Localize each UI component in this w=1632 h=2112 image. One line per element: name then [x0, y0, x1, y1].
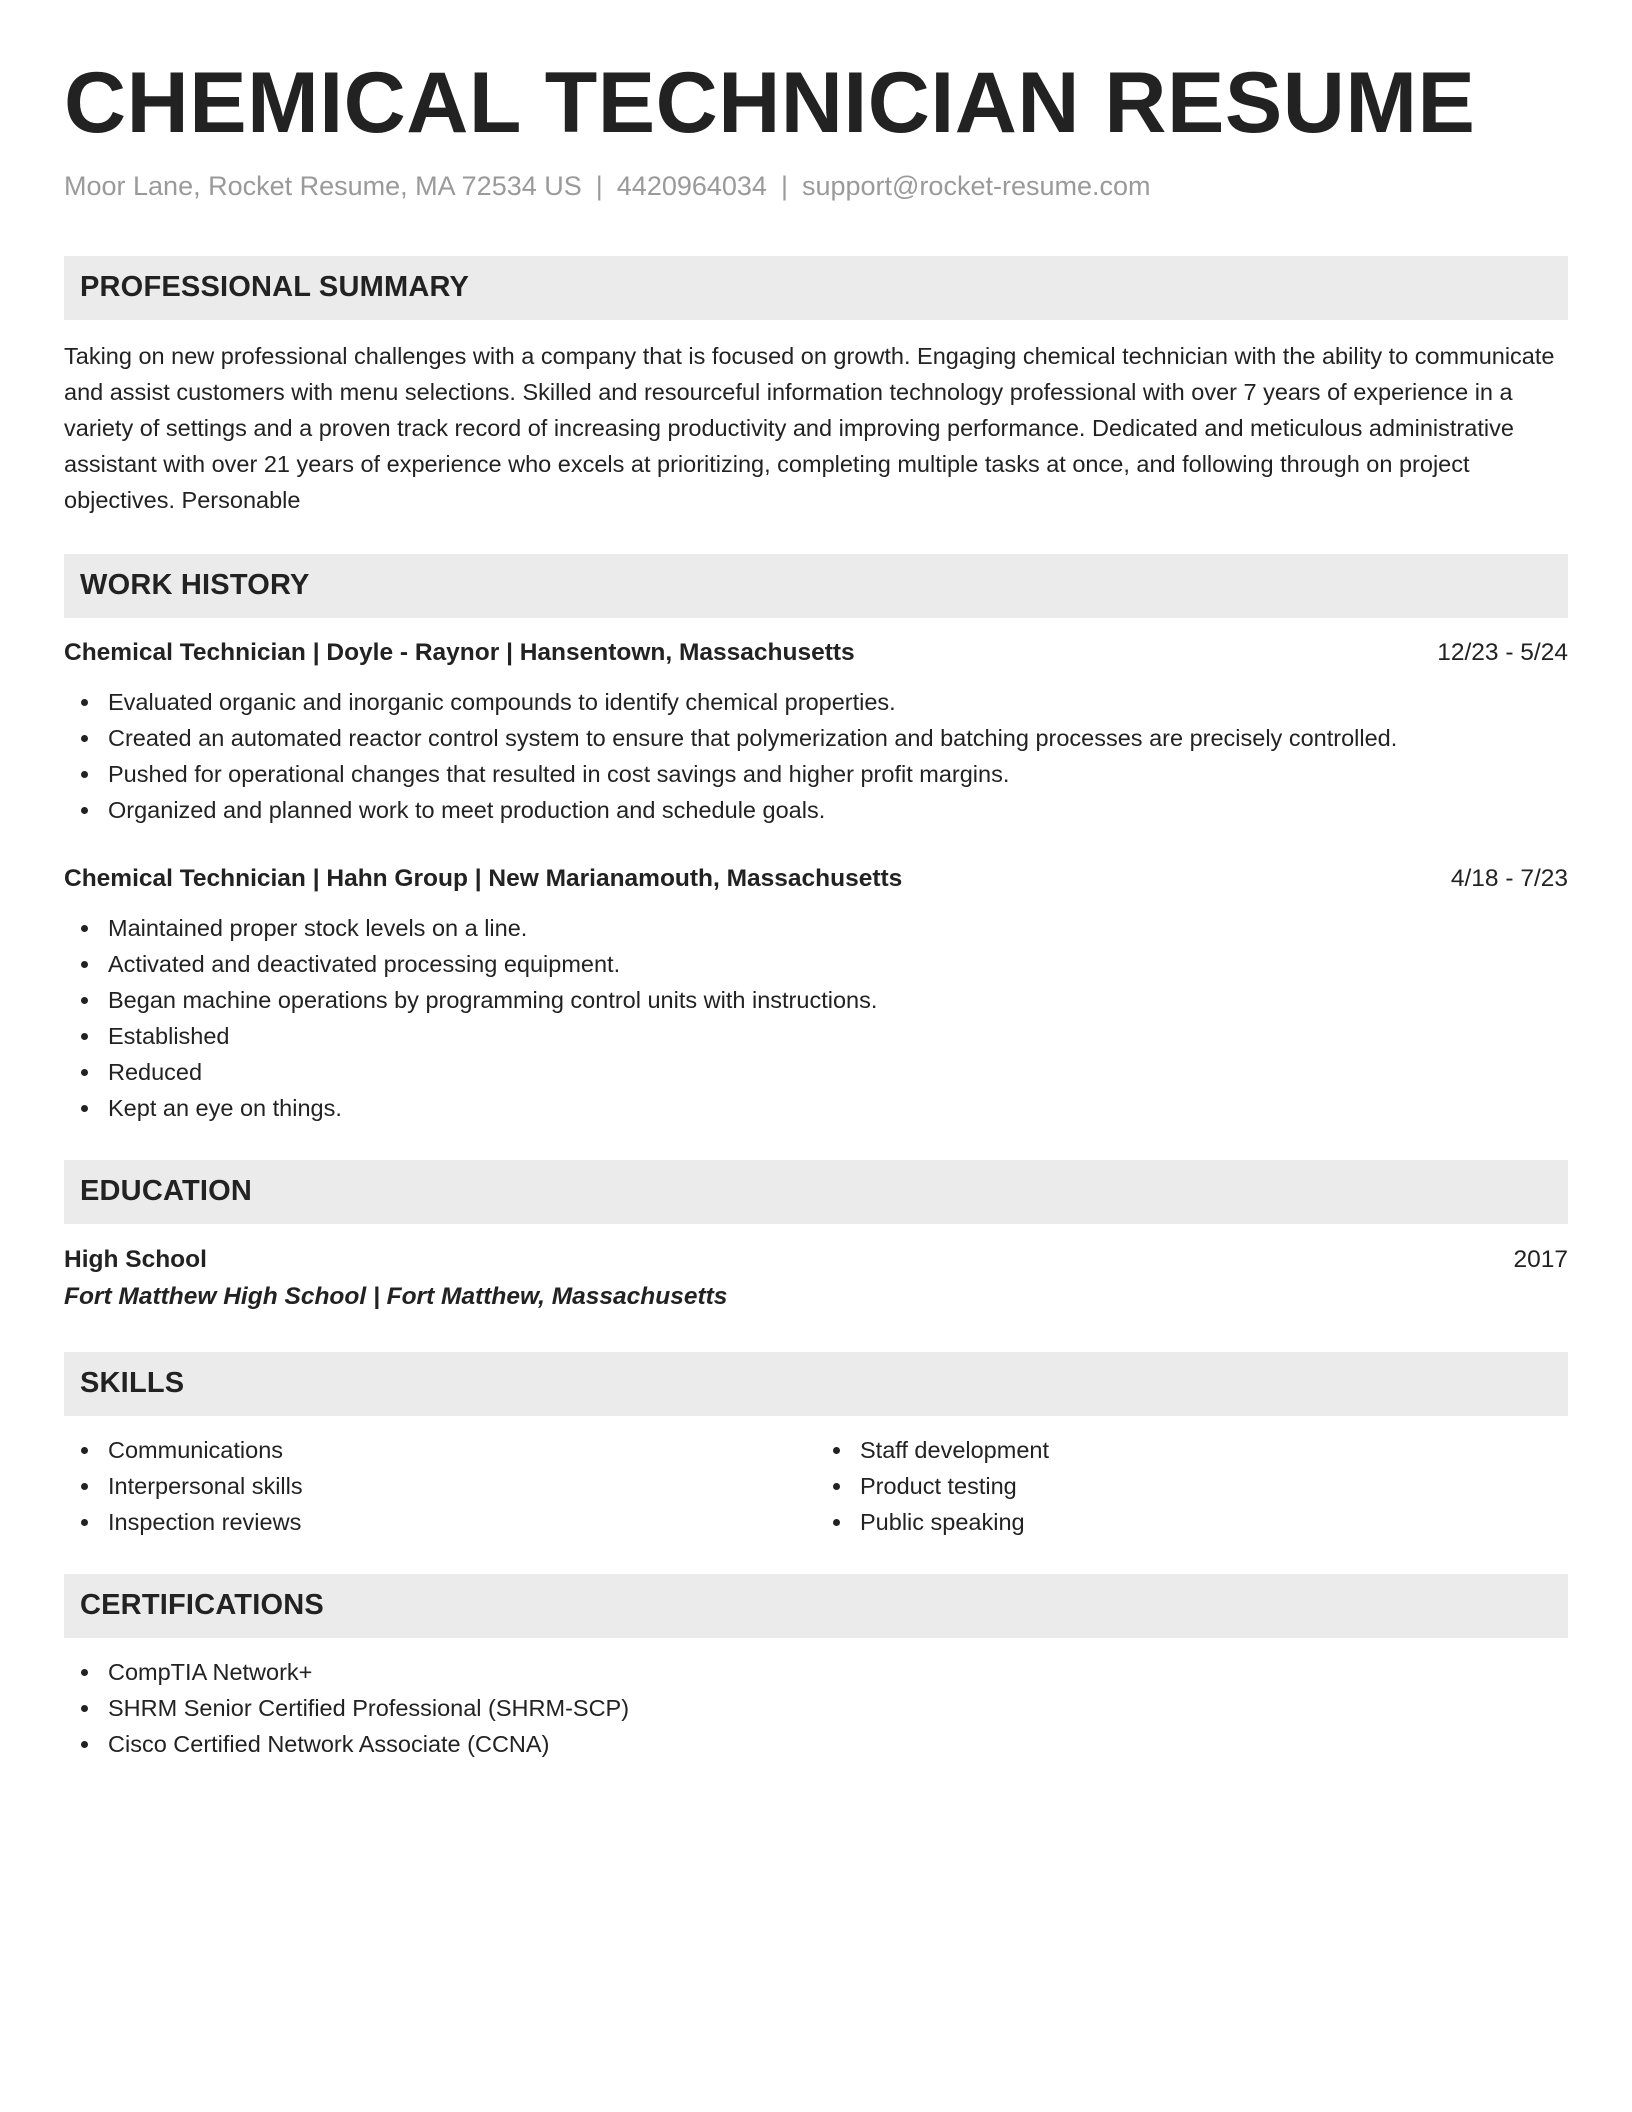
list-item: CompTIA Network+ [64, 1654, 1568, 1690]
list-item: Created an automated reactor control system to ensure that polymerization and batching processes are precisely controlled. [64, 720, 1568, 756]
list-item: Began machine operations by programming control units with instructions. [64, 982, 1568, 1018]
list-item: Activated and deactivated processing equipment. [64, 946, 1568, 982]
job-header [64, 862, 1568, 896]
list-item: Inspection reviews [64, 1504, 816, 1540]
skills-column-left [64, 1432, 816, 1540]
education-year: 2017 [1513, 1245, 1568, 1273]
job-bullets [64, 684, 1568, 828]
job-header [64, 636, 1568, 670]
list-item: Established [64, 1018, 1568, 1054]
education-school: Fort Matthew High School | Fort Matthew, Massachusetts [64, 1282, 728, 1310]
list-item: Cisco Certified Network Associate (CCNA) [64, 1726, 1568, 1762]
summary-text: Taking on new professional challenges with a company that is focused on growth. Engaging chemical technician with the ability to communicate and assist customers with menu selections. Skilled and resourceful information technology professional with over 7 years of experience in a variety of settings and a proven track record of increasing productivity and improving performance. Dedicated and meticulous administrative assistant with over 21 years of experience who excels at prioritizing, completing multiple tasks at once, and following through on project objectives. Personable [64, 342, 1555, 513]
job-bullets [64, 910, 1568, 1126]
contact-separator: | [595, 170, 603, 201]
list-item: Evaluated organic and inorganic compounds to identify chemical properties. [64, 684, 1568, 720]
job-entry [64, 862, 1568, 1126]
job-dates: 4/18 - 7/23 [1450, 864, 1568, 892]
list-item: Product testing [816, 1468, 1568, 1504]
list-item: Pushed for operational changes that resulted in cost savings and higher profit margins. [64, 756, 1568, 792]
job-entry [64, 636, 1568, 828]
contact-address: Moor Lane, Rocket Resume, MA 72534 US [64, 170, 582, 201]
work-section-header [64, 554, 1568, 618]
job-dates: 12/23 - 5/24 [1437, 638, 1568, 666]
list-item: Reduced [64, 1054, 1568, 1090]
work-heading: WORK HISTORY [80, 569, 310, 602]
list-item: SHRM Senior Certified Professional (SHRM-SCP) [64, 1690, 1568, 1726]
education-entry [64, 1242, 1568, 1316]
list-item: Communications [64, 1432, 816, 1468]
job-title: Chemical Technician | Doyle - Raynor | Hansentown, Massachusetts [64, 638, 855, 666]
list-item: Organized and planned work to meet production and schedule goals. [64, 792, 1568, 828]
list-item: Kept an eye on things. [64, 1090, 1568, 1126]
summary-heading: PROFESSIONAL SUMMARY [80, 271, 470, 304]
contact-email: support@rocket-resume.com [801, 170, 1151, 201]
list-item: Maintained proper stock levels on a line. [64, 910, 1568, 946]
list-item: Staff development [816, 1432, 1568, 1468]
list-item: Public speaking [816, 1504, 1568, 1540]
certifications-section-header [64, 1574, 1568, 1638]
certifications-heading: CERTIFICATIONS [80, 1589, 324, 1622]
skills-list [64, 1432, 1568, 1540]
education-degree: High School [64, 1245, 207, 1273]
skills-heading: SKILLS [80, 1367, 185, 1400]
contact-phone: 4420964034 [616, 170, 767, 201]
education-heading: EDUCATION [80, 1175, 253, 1208]
education-header [64, 1242, 1568, 1278]
summary-section-header [64, 256, 1568, 320]
skills-column-right [816, 1432, 1568, 1540]
contact-line [64, 169, 1568, 204]
job-title: Chemical Technician | Hahn Group | New Marianamouth, Massachusetts [64, 864, 903, 892]
skills-section-header [64, 1352, 1568, 1416]
certifications-list [64, 1654, 1568, 1762]
education-section-header [64, 1160, 1568, 1224]
contact-separator: | [780, 170, 788, 201]
list-item: Interpersonal skills [64, 1468, 816, 1504]
resume-title: CHEMICAL TECHNICIAN RESUME [64, 55, 1476, 151]
